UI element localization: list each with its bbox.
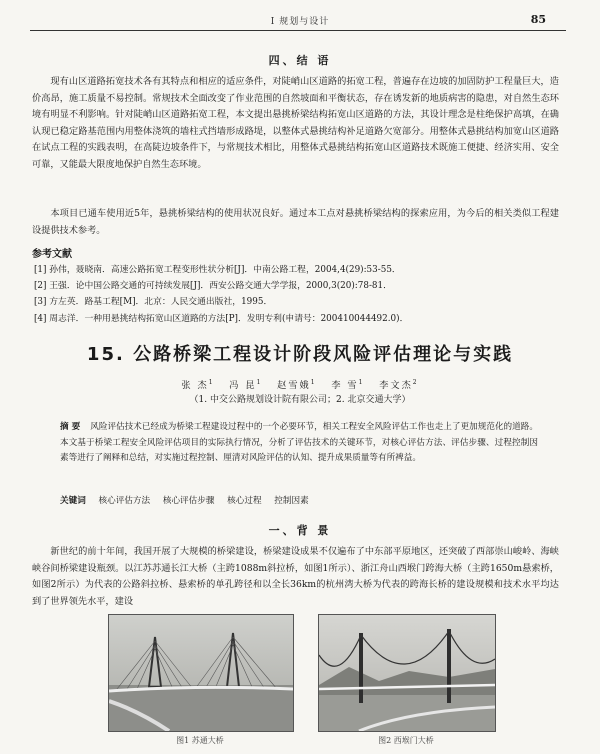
author: 张 杰$^1$ [181, 378, 215, 391]
conclusion-paragraph-1: 现有山区道路拓宽技术各有其特点和相应的适应条件，对陡峭山区道路的拓宽工程，普遍存在边坡的加固防护工程量巨大，造价高昂，施工质量不易控制。常规技术全面改变了作业范围的自然坡面和平衡状态，存在诱发新的地质病害的隐患，对自然生态环境有明显不利影响。针对陡峭山区道路拓宽工程，本文提出悬挑桥梁结构拓宽山区道路的方法，其设计理念是柱绝保护高填，在确认现已稳定路基范围内用整体浇筑的墙柱式挡墙形成路堤，以整体式悬挑结构补足道路欠宽部分。用整体式悬挑结构加宽山区道路在试点工程的实践表明，在高陡边坡条件下，与常规技术相比，用整体式悬挑结构拓宽山区道路技术既施工便捷、经济实用、安全可靠，又能最大限度地保护自然生态环境。 [32, 76, 559, 170]
background-paragraph: 新世纪的前十年间，我国开展了大规模的桥梁建设，桥梁建设成果不仅遍布了中东部平原地区，还突破了西部崇山峻岭、海峡峡谷间桥梁建设瓶颈。以江苏苏通长江大桥（主跨1088m斜拉桥，如图1所示）、浙江舟山西堠门跨海大桥（主跨1650m悬索桥，如图2所示）为代表的公路斜拉桥、悬索桥的单孔跨径和以全长36km的杭州湾大桥为代表的跨海长桥的建设规模和技术水平均达到了世界领先水平，建设 [32, 546, 559, 607]
keyword: 控制因素 [274, 496, 309, 506]
author: 赵雪娥$^1$ [277, 378, 317, 391]
xihoumen-bridge-image [319, 615, 495, 731]
references-heading: 参考文献 [32, 249, 72, 260]
affiliation: （1. 中交公路规划设计院有限公司；2. 北京交通大学） [189, 395, 411, 405]
figure-1-photo [108, 614, 294, 732]
keyword: 核心评估方法 [98, 496, 151, 506]
author-line [0, 377, 600, 391]
keywords-label: 关键词 [60, 496, 86, 506]
figure-2-photo [318, 614, 496, 732]
abstract [60, 420, 538, 467]
sutong-bridge-image [109, 615, 293, 731]
reference-item: [4] 周志洋．一种用悬挑结构拓宽山区道路的方法[P]．发明专利(申请号：200410044492.0)． [34, 313, 409, 324]
conclusion-heading: 四、结 语 [268, 54, 332, 67]
page-number: 85 [530, 13, 546, 26]
running-header-title: Ⅰ 规划与设计 [270, 17, 330, 27]
reference-item: [3] 方左英．路基工程[M]．北京：人民交通出版社，1995． [34, 297, 273, 308]
reference-item: [1] 孙伟，聂晓南．高速公路拓宽工程变形性状分析[J]．中南公路工程，2004,4(29):53-55． [34, 265, 401, 275]
conclusion-paragraph-2: 本项目已通车使用近5年，悬挑桥梁结构的使用状况良好。通过本工点对悬挑桥梁结构的探索应用，为今后的相关类似工程建设提供技术参考。 [32, 208, 559, 236]
background-heading: 一、背 景 [268, 524, 332, 537]
figure-2-caption: 图2 西堠门大桥 [378, 736, 434, 745]
header-divider [30, 30, 566, 31]
keyword: 核心过程 [227, 496, 262, 506]
reference-item: [2] 王强．论中国公路交通的可持续发展[J]．西安公路交通大学学报，2000,3(20):78-81． [34, 281, 392, 292]
author: 李文杰$^2$ [379, 378, 419, 391]
author: 李 雪$^1$ [331, 378, 365, 391]
figure-1-caption: 图1 苏通大桥 [176, 736, 224, 745]
article-title: 15. 公路桥梁工程设计阶段风险评估理论与实践 [86, 344, 514, 365]
keyword: 核心评估步骤 [162, 496, 215, 506]
author: 冯 昆$^1$ [229, 378, 263, 391]
abstract-label: 摘 要 [60, 422, 81, 432]
abstract-text: 风险评估技术已经成为桥梁工程建设过程中的一个必要环节，相关工程安全风险评估工作也走上了更加规范化的道路。本文基于桥梁工程安全风险评估项目的实际执行情况，分析了评估技术的关键环节，对核心评估方法、评估步骤、过程控制因素等进行了阐释和总结，对实施过程控制、厘清对风险评估的认知、提升成果质量等有所裨益。 [60, 422, 538, 463]
reference-list [34, 262, 554, 327]
keywords [60, 494, 319, 506]
